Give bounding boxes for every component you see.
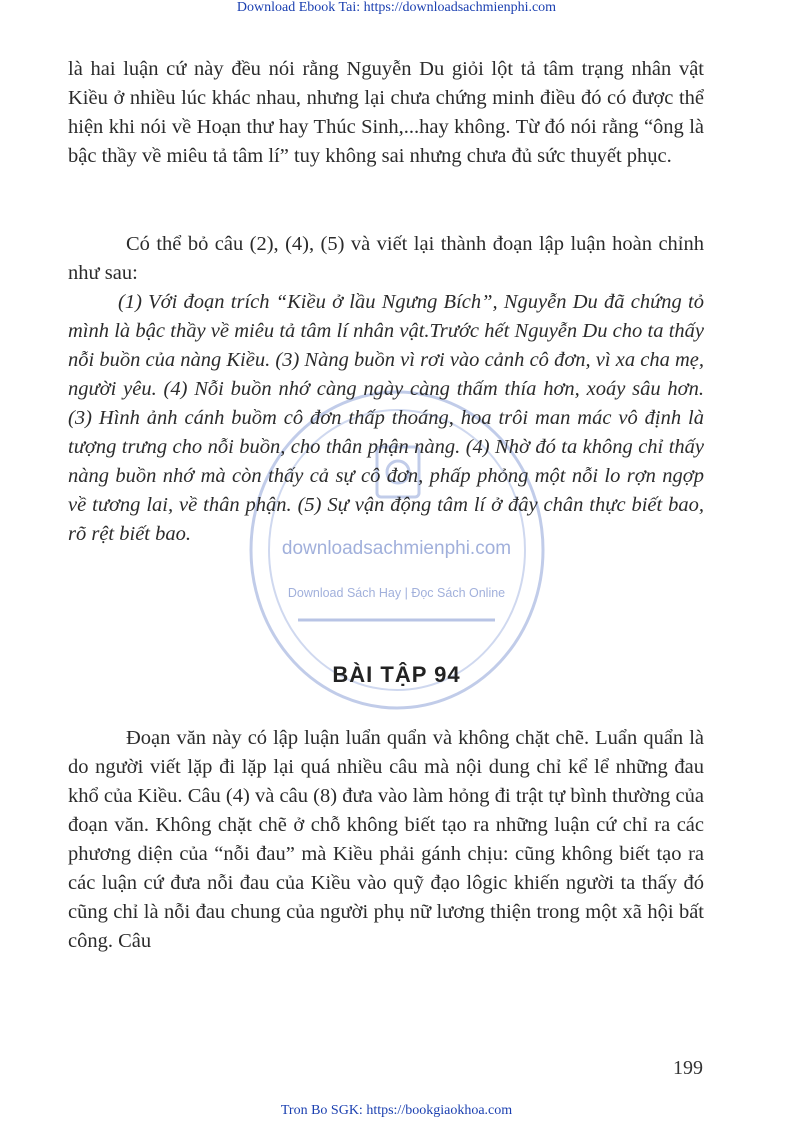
download-link[interactable]: Download Ebook Tai: https://downloadsachmienphi.com — [236, 0, 557, 15]
paragraph-2: Có thể bỏ câu (2), (4), (5) và viết lại thành đoạn lập luận hoàn chỉnh như sau: — [68, 233, 704, 284]
paragraph-4: Đoạn văn này có lập luận luẩn quẩn và không chặt chẽ. Luẩn quẩn là do người viết lặp đi lặp lại quá nhiều câu mà nội dung chỉ kể lể những đau khổ của Kiều. Câu (4) và câu (8) đưa vào làm hỏng đi trật tự bình thường của đoạn văn. Không chặt chẽ ở chỗ không biết tạo ra những luận cứ chỉ ra các phương diện của “nỗi đau” mà Kiều phải gánh chịu: cũng không biết tạo ra các luận cứ đưa nỗi đau của Kiều vào quỹ đạo lôgic khiến người ta thấy đó cũng chỉ là nỗi đau chung của người phụ nữ lương thiện trong một xã hội bất công. Câu — [68, 727, 704, 952]
watermark-site: downloadsachmienphi.com — [281, 538, 512, 559]
sgk-link[interactable]: Tron Bo SGK: https://bookgiaokhoa.com — [280, 1103, 513, 1118]
watermark-tagline: Download Sách Hay | Đọc Sách Online — [287, 586, 506, 600]
page-number: 199 — [673, 1057, 703, 1079]
section-title: BÀI TẬP 94 — [332, 662, 461, 687]
paragraph-1: là hai luận cứ này đều nói rằng Nguyễn Du giỏi lột tả tâm trạng nhân vật Kiều ở nhiều lúc khác nhau, nhưng lại chưa chứng minh điều đó có được thể hiện khi nói về Hoạn thư hay Thúc Sinh,...hay không. Từ đó nói rằng “ông là bậc thầy về miêu tả tâm lí” tuy không sai nhưng chưa đủ sức thuyết phục. — [68, 58, 704, 167]
paragraph-3-rewritten: (1) Với đoạn trích “Kiều ở lầu Ngưng Bích”, Nguyễn Du đã chứng tỏ mình là bậc thầy về miêu tả tâm lí nhân vật.Trước hết Nguyễn Du cho ta thấy nỗi buồn của nàng Kiều. (3) Nàng buồn vì rơi vào cảnh cô đơn, vì xa cha mẹ, người yêu. (4) Nỗi buồn nhớ càng ngày càng thấm thía hơn, xoáy sâu hơn. (3) Hình ảnh cánh buồm cô đơn thấp thoáng, hoa trôi man mác vô định là tượng trưng cho nỗi buồn, cho thân phận nàng. (4) Nhờ đó ta không chỉ thấy nàng buồn nhớ mà còn thấy cả sự cô đơn, phấp phỏng một nỗi lo rợn ngợp về tương lai, về thân phận. (5) Sự vận động tâm lí ở đây chân thực biết bao, rõ rệt biết bao. — [68, 291, 704, 545]
